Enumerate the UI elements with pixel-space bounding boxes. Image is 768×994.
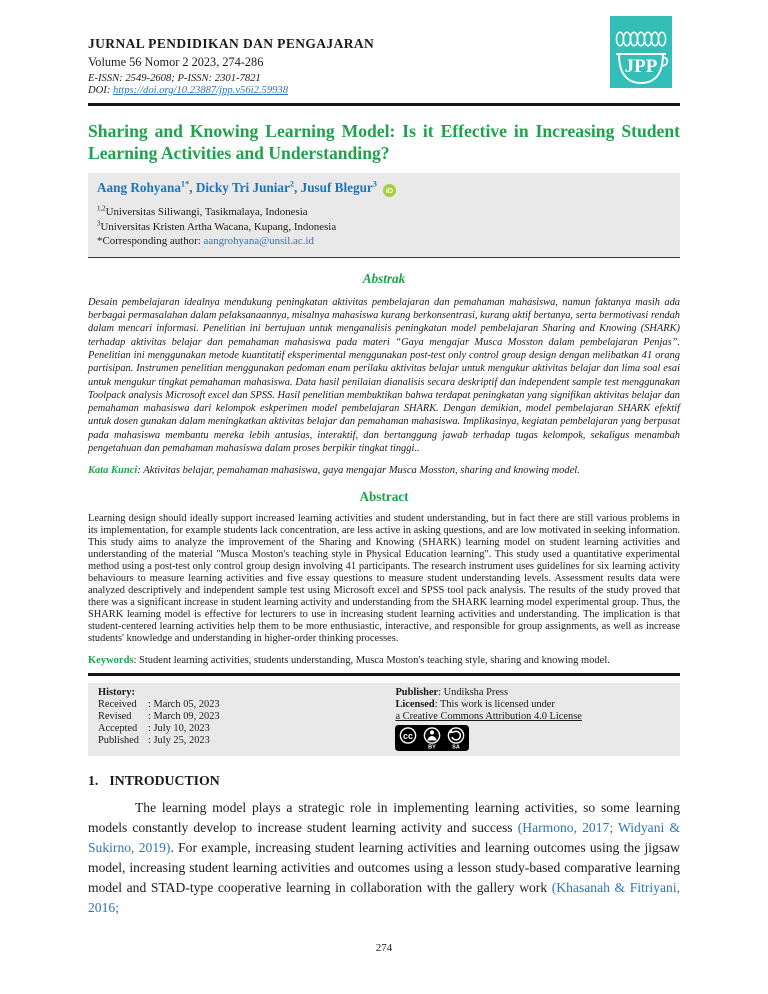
abstrak-heading: Abstrak [362, 270, 406, 286]
history-row-accepted [98, 723, 395, 735]
jpp-logo-icon [610, 16, 672, 88]
separator: : [197, 235, 204, 248]
corresponding-label: *Corresponding author [97, 235, 198, 248]
history-row-label: Published [98, 734, 139, 746]
author-sup: 3 [372, 179, 377, 189]
kata-kunci-label: Kata Kunci [88, 465, 138, 477]
orcid-label: iD [385, 186, 394, 195]
license-link-line [395, 711, 670, 723]
authors-block [88, 173, 680, 258]
journal-name: JURNAL PENDIDIKAN DAN PENGAJARAN [88, 36, 375, 51]
licensed-line [395, 699, 670, 711]
separator: : [133, 655, 140, 667]
affil-sup: 1,2 [97, 205, 106, 213]
affil-sup: 3 [97, 219, 101, 227]
authors-line [97, 180, 671, 197]
page-number: 274 [375, 942, 393, 954]
keywords-line [88, 655, 680, 666]
introduction-paragraph [88, 798, 680, 918]
history-row-received [98, 699, 395, 711]
doi-label: DOI: [88, 85, 114, 96]
separator: : [148, 734, 154, 746]
affil-text: Universitas Siliwangi, Tasikmalaya, Indonesia [105, 206, 308, 218]
history-row-value: July 25, 2023 [153, 734, 210, 746]
kata-kunci-line [88, 465, 680, 476]
masthead [88, 0, 680, 96]
affiliation-2 [97, 220, 671, 235]
history-row-label: Accepted [98, 722, 138, 734]
separator: : [137, 465, 144, 477]
author-names [97, 180, 377, 195]
journal-doi-line [88, 85, 680, 96]
abstract-divider [88, 673, 680, 676]
separator: : [148, 710, 154, 722]
cc-by-sa-badge-icon[interactable] [395, 725, 469, 751]
citation[interactable]: (Khasanah & Fitriyani, 2016; [88, 879, 680, 915]
journal-issn-line: E-ISSN: 2549-2608; P-ISSN: 2301-7821 [88, 73, 261, 84]
orcid-icon[interactable] [383, 184, 396, 197]
corresponding-email[interactable]: aangrohyana@unsil.ac.id [203, 235, 314, 248]
licensed-label: Licensed [395, 698, 435, 710]
citation[interactable]: (Harmono, 2017; Widyani & Sukirno, 2019) [88, 819, 680, 855]
publisher-label: Publisher [395, 686, 439, 698]
meta-box [88, 683, 680, 756]
affiliation-1 [97, 205, 671, 220]
publisher-line [395, 687, 670, 699]
section-number: 1. [88, 772, 99, 788]
jpp-logo-text: JPP [624, 56, 658, 77]
article-title: Sharing and Knowing Learning Model: Is it Effective in Increasing Student Learning Activities and Understanding? [88, 121, 680, 163]
author-sup: 1* [180, 179, 190, 189]
keywords-text: Student learning activities, students understanding, Musca Moston's teaching style, sharing and knowing model. [139, 655, 610, 667]
affil-text: Universitas Kristen Artha Wacana, Kupang, Indonesia [100, 220, 337, 233]
history-column [98, 687, 395, 751]
history-row-label: Revised [98, 710, 132, 722]
cc-icon-text: cc [403, 730, 414, 741]
author-name: Aang Rohyana [97, 180, 181, 195]
abstract-heading: Abstract [359, 489, 409, 505]
kata-kunci-text: Aktivitas belajar, pemahaman mahasiswa, gaya mengajar Musca Mosston, sharing and knowing model. [143, 465, 580, 477]
abstrak-body: Desain pembelajaran idealnya mendukung peningkatan aktivitas pembelajaran dan pemahaman mahasiswa, namun faktanya masih ada berbagai permasalahan dalam pelaksanaannya, misalnya mahasiswa kurang berkonsentrasi, kurang aktif bertanya, serta bermotivasi rendah dalam mencari informasi. Penelitian ini bertujuan untuk menganalisis peningkatan model pembelajaran Sharing and Knowing (SHARK) terhadap aktivitas belajar dan pemahaman mahasiswa pada materi “Gaya mengajar Musca Mosston dalam pembelajaran Penjas”. Penelitian ini menggunakan metode kuantitatif eksperimental menggunakan post-test only control group design dengan melibatkan 41 orang partisipan. Instrumen penelitian menggunakan pedoman enam perilaku aktivitas belajar untuk mengukur aktivitas belajar dan lima soal esai untuk mengukur tingkat pemahaman mahasiswa. Data hasil penilaian dianalisis secara deskriptif dan independent sample test menggunakan Toolpack analysis Microsoft excel dan SPSS. Hasil penelitian membuktikan bahwa terdapat peningkatan yang signifikan aktivitas belajar dan pemahaman mahasiswa dari kelompok eskperimen model pembelajaran SHARK. Dengan demikian, model pembelajaran SHARK efektif untuk dosen gunakan dalam meningkatkan aktivitas belajar dan pemahaman mahasiswa. Implikasinya, kegiatan pembelajaran yang berpusat pada mahasiswa membantu mereka lebih antusias, interaktif, dan bertanggung jawab terhadap tugas kelompok, sekaligus menambah pengetahuan dan pemahaman mahasiswa dalam proses berpikir tingkat tinggi.. [88, 296, 680, 455]
license-link[interactable]: a Creative Commons Attribution 4.0 License [395, 710, 582, 722]
journal-volume-line: Volume 56 Nomor 2 2023, 274-286 [88, 55, 264, 69]
history-row-value: July 10, 2023 [153, 722, 210, 734]
author-name: , Dicky Tri Juniar [189, 180, 290, 195]
author-name: , Jusuf Blegur [294, 180, 373, 195]
abstract-body: Learning design should ideally support increased learning activities and student understanding, but in fact there are still various problems in its implementation, for example students lack concentration, are less active in asking questions, and are low motivated in seeking information. This study aims to analyze the improvement of the Sharing and Knowing (SHARK) learning model on student learning activities and understanding of the material "Musca Moston's teaching style in Physical Education learning". This study used a quantitative experimental method using a post-test only control group design involving 41 participants. The research instrument uses guidelines for six learning activity behaviours to measure learning activities and five essay questions to measure student understanding levels. Assessment results data were analyzed descriptively and independent sample test using Microsoft excel and SPSS tool pack analysis. The results of the study proved that there was a significant increase in student learning activity and understanding from the SHARK learning model experimental group. Thus, the SHARK learning model is effective for lecturers to use in increasing student learning activities and understanding. The implication is that student-centered learning activities help them to be more enthusiastic, interactive, and responsible for group assignments, as well as increase students' knowledge and understanding in higher-order thinking processes. [88, 513, 680, 645]
cc-by-label: BY [428, 744, 437, 751]
body-text: The learning model plays a strategic role in implementing learning activities, so some learning models constantly develop to increase student learning activity and success [88, 799, 680, 835]
history-row-label: Received [98, 698, 137, 710]
header-divider [88, 103, 680, 106]
keywords-label: Keywords [88, 655, 134, 667]
body-text: . For example, increasing student learning activities and learning outcomes using the jigsaw model, increasing student learning activities and outcomes using a lesson study-based comparative learning model and STAD-type cooperative learning in collaboration with the gallery work [88, 839, 680, 895]
section-title: INTRODUCTION [109, 772, 220, 788]
licensed-text: : This work is licensed under [434, 698, 555, 710]
cc-sa-label: SA [452, 744, 461, 751]
publisher-name: : Undiksha Press [438, 686, 509, 698]
history-row-value: March 09, 2023 [153, 710, 220, 722]
doi-link[interactable]: https://doi.org/10.23887/jpp.v56i2.59938 [113, 85, 289, 96]
separator: : [148, 698, 154, 710]
author-sup: 2 [289, 179, 294, 189]
affiliations [97, 205, 671, 249]
corresponding-author-line [97, 234, 671, 249]
history-row-published [98, 735, 395, 747]
publisher-column [395, 687, 670, 751]
separator: : [148, 722, 154, 734]
history-row-revised [98, 711, 395, 723]
journal-logo [610, 16, 672, 88]
introduction-heading [88, 773, 680, 789]
history-row-value: March 05, 2023 [153, 698, 220, 710]
history-label: History: [98, 686, 135, 698]
